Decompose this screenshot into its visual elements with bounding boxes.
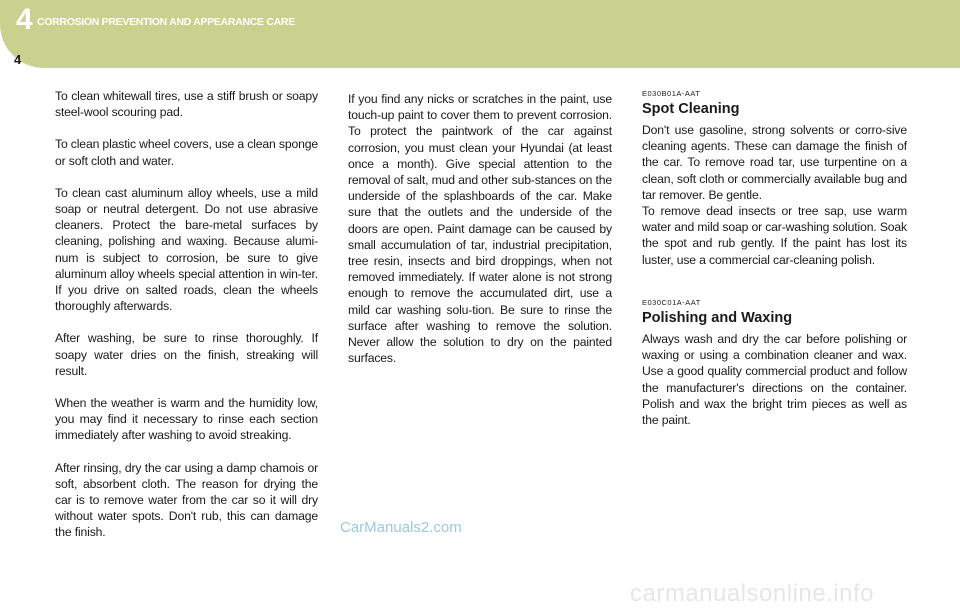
- section-code: E030C01A-AAT: [642, 298, 701, 307]
- chapter-title: CORROSION PREVENTION AND APPEARANCE CARE: [37, 16, 295, 28]
- watermark-site: carmanualsonline.info: [630, 580, 874, 607]
- column-left: [55, 88, 318, 557]
- header-band: [0, 0, 960, 68]
- section-polishing: [642, 298, 907, 428]
- section-title: Spot Cleaning: [642, 101, 740, 117]
- paragraph-warm-weather: When the weather is warm and the humidity low, you may find it necessary to rinse each section immediately after washing to avoid streaking.: [55, 396, 318, 443]
- chapter-number: 4: [16, 3, 33, 36]
- watermark-link[interactable]: CarManuals2.com: [340, 519, 462, 536]
- paragraph-plastic-covers: To clean plastic wheel covers, use a clean sponge or soft cloth and water.: [55, 137, 318, 168]
- section-title: Polishing and Waxing: [642, 310, 793, 326]
- section-spot-cleaning: [642, 89, 907, 268]
- paragraph-paint-protection: If you find any nicks or scratches in the paint, use touch-up paint to cover them to prevent corrosion. To protect the paintwork of the car against corrosion, you must clean your Hyundai (at least once a month). Give special attention to the removal of salt, mud and other sub-stances on the underside of the splashboards of the car. Make sure that the outlets and the underside of the doors are open. Paint damage can be caused by small accumulation of tar, industrial precipitation, tree resin, insects and bird droppings, when not removed immediately. If water alone is not strong enough to remove the accumulated dirt, use a mild car washing solu-tion. Be sure to rinse the surface after washing to remove the solution. Never allow the solution to dry on the painted surfaces.: [348, 92, 612, 366]
- column-middle: [348, 91, 612, 382]
- section-code: E030B01A-AAT: [642, 89, 701, 98]
- paragraph-rinse: After washing, be sure to rinse thoroughly. If soapy water dries on the finish, streaking will result.: [55, 331, 318, 378]
- page-number: 4: [14, 52, 22, 67]
- paragraph-alloy-wheels: To clean cast aluminum alloy wheels, use a mild soap or neutral detergent. Do not use abrasive cleaners. Protect the bare-metal surfaces by cleaning, polishing and waxing. Because alumi-num is subject to corrosion, be sure to give aluminum alloy wheels special attention in win-ter. If you drive on salted roads, clean the wheels thoroughly afterwards.: [55, 185, 318, 314]
- paragraph-drying: After rinsing, dry the car using a damp chamois or soft, absorbent cloth. The reason for drying the car is to remove water from the car so it will dry without water spots. Don't rub, this can damage the finish.: [55, 460, 318, 540]
- section-body: Always wash and dry the car before polishing or waxing or using a combination cleaner and wax. Use a good quality commercial product and follow the manufacturer's directions on the container. Polish and wax the bright trim pieces as well as the paint.: [642, 332, 907, 428]
- section-body-2: To remove dead insects or tree sap, use warm water and mild soap or car-washing solution. Soak the spot and rub gently. If the paint has lost its luster, use a commercial car-cleaning polish.: [642, 204, 907, 267]
- paragraph-whitewall: To clean whitewall tires, use a stiff brush or soapy steel-wool scouring pad.: [55, 89, 318, 120]
- section-body: Don't use gasoline, strong solvents or corro-sive cleaning agents. These can damage the finish of the car. To remove road tar, use turpentine on a clean, soft cloth or commercially available bug and tar remover. Be gentle.: [642, 123, 907, 202]
